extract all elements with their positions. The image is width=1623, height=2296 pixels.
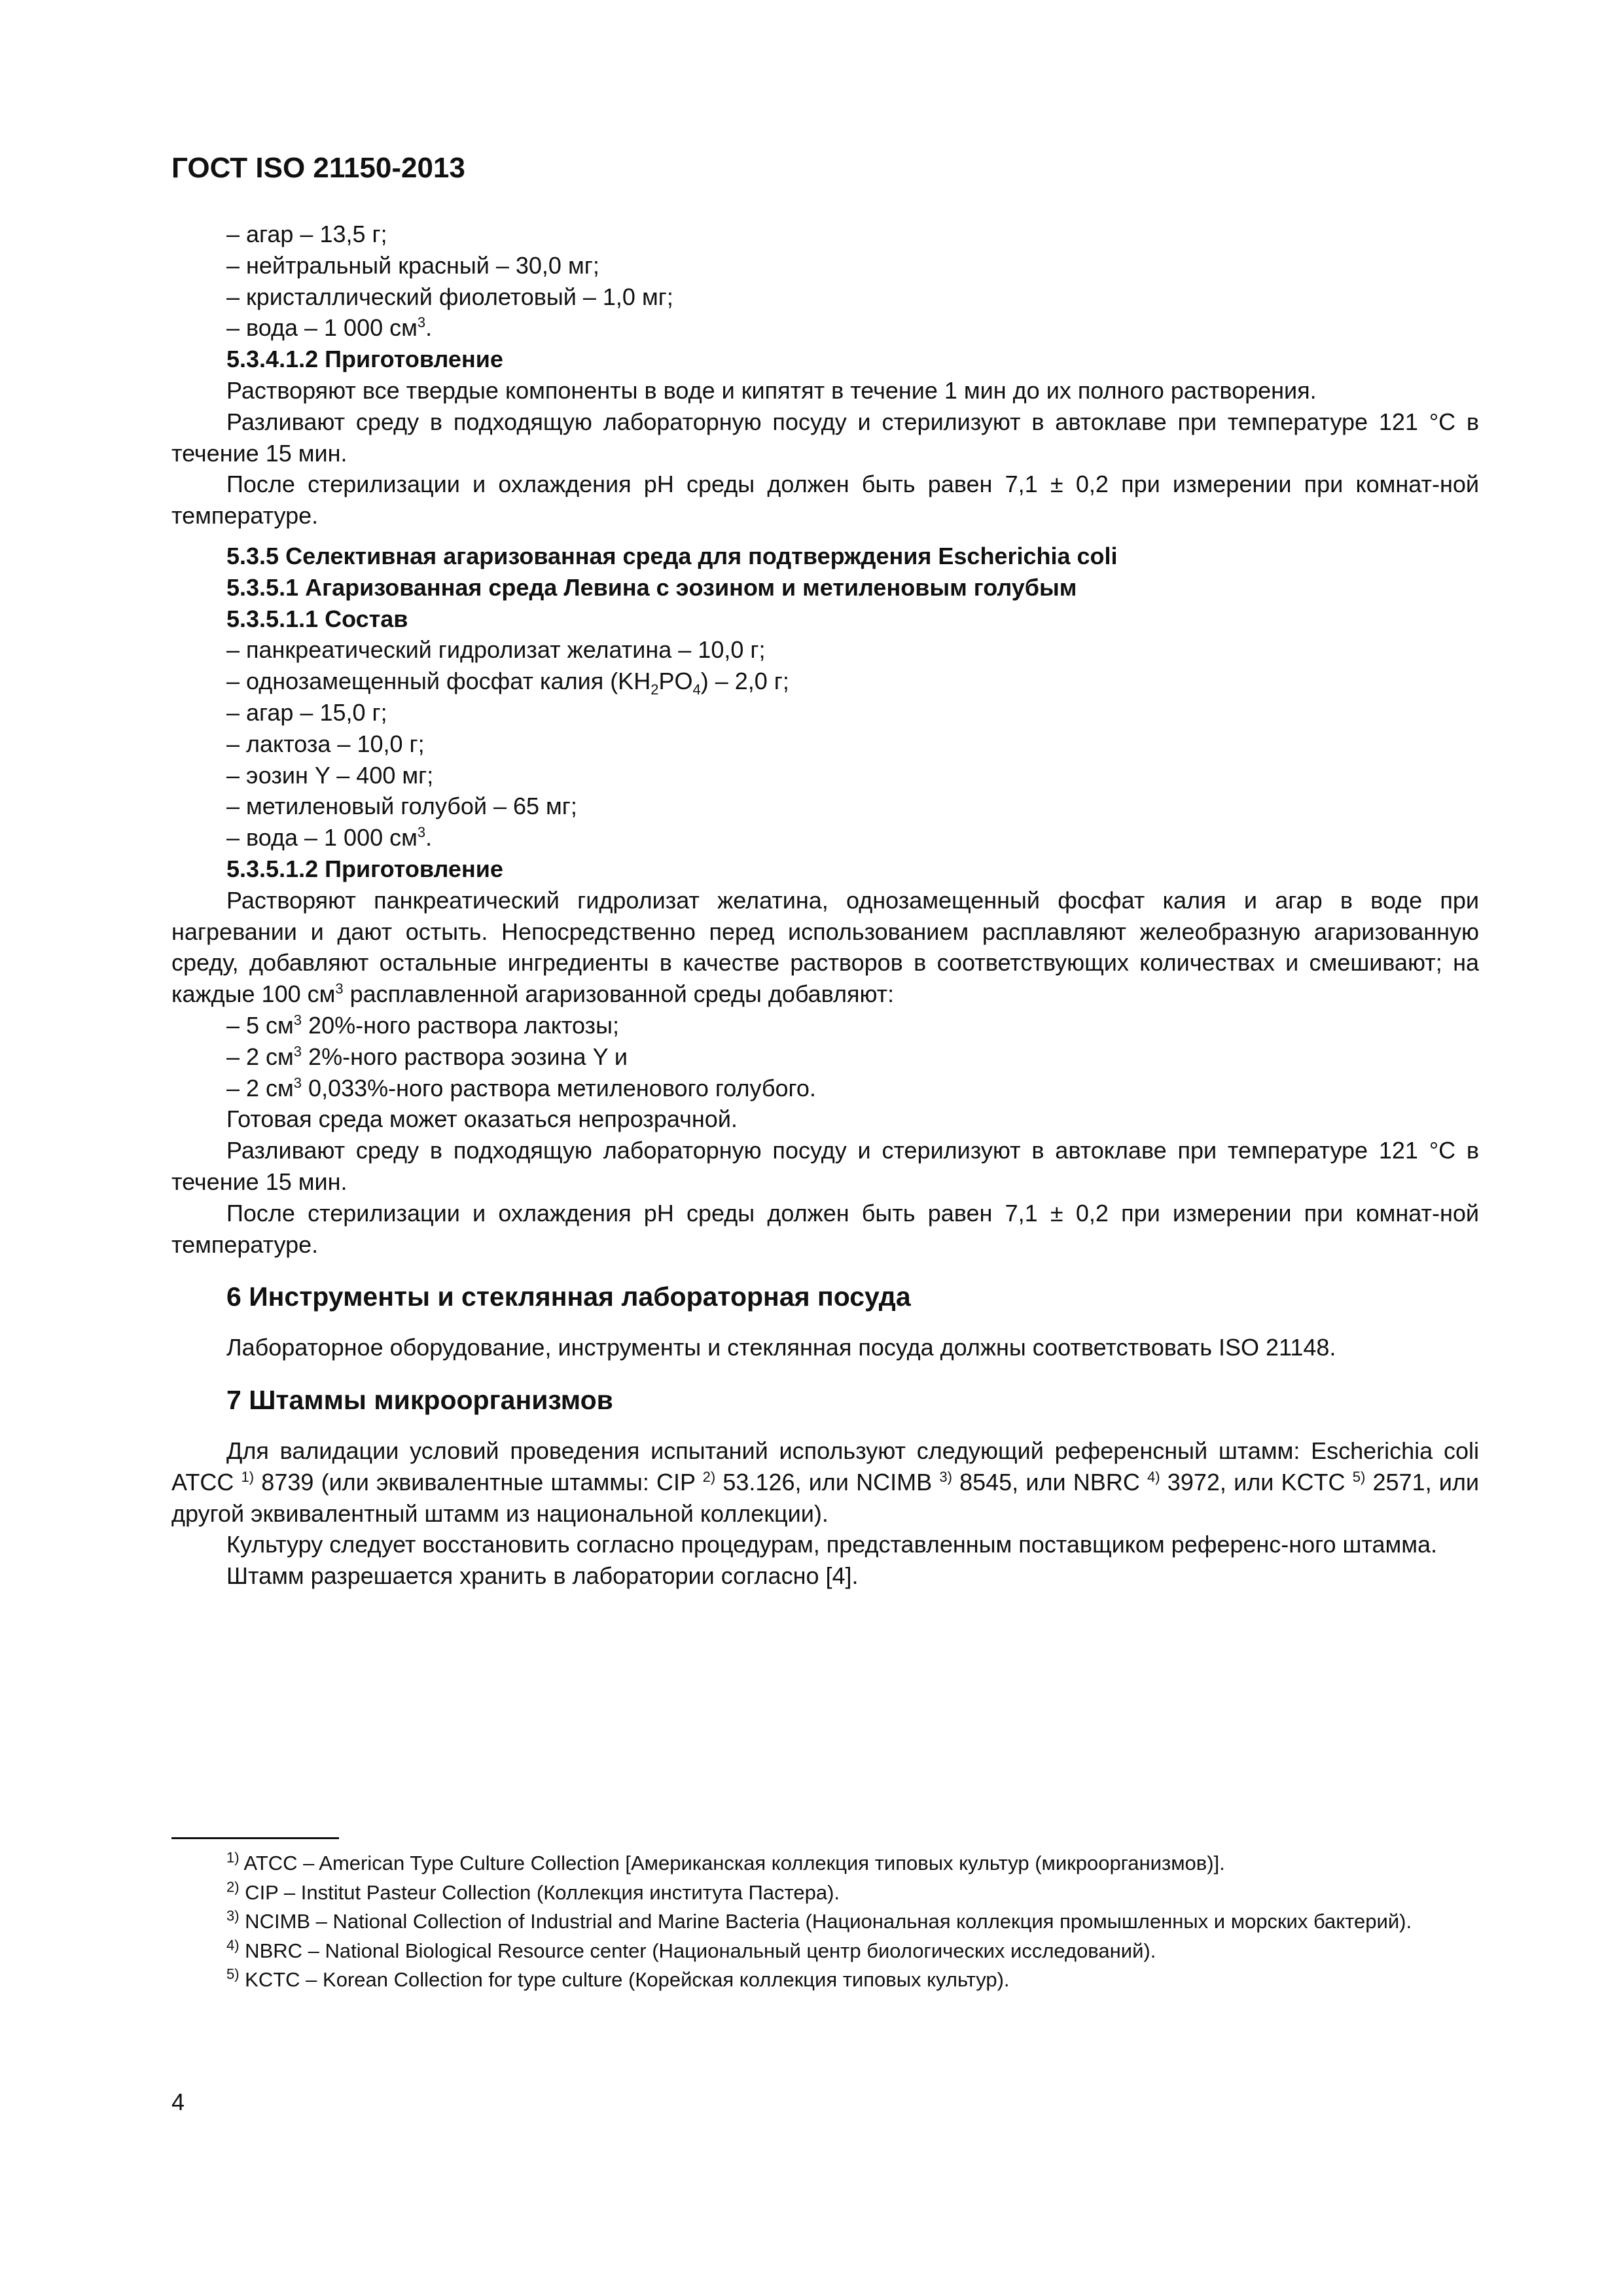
document-page <box>171 151 1479 1592</box>
list-item: – 2 $см^3$ 2%-ного раствора эозина Y и <box>226 1043 628 1070</box>
subsection-heading: 5.3.5.1.2 Приготовление <box>226 855 503 882</box>
paragraph: Штамм разрешается хранить в лаборатории согласно [4]. <box>226 1562 859 1590</box>
list-item: – агар – 15,0 г; <box>226 698 387 726</box>
paragraph: Разливают среду в подходящую лабораторную посуду и стерилизуют в автоклаве при температуре 121 °С в течение 15 мин. <box>171 1137 1479 1195</box>
footnote-ref: 1) <box>241 1468 255 1485</box>
paragraph: Лабораторное оборудование, инструменты и стеклянная посуда должны соответствовать ISO 21148. <box>226 1334 1336 1361</box>
footnote: $^{2)}$ CIP – Institut Pasteur Collection (Коллекция института Пастера). <box>226 1878 840 1904</box>
paragraph: Разливают среду в подходящую лабораторную посуду и стерилизуют в автоклаве при температуре 121 °С в течение 15 мин. <box>171 408 1479 467</box>
footnote-ref: 4) <box>1147 1468 1160 1485</box>
paragraph: Культуру следует восстановить согласно процедурам, представленным поставщиком референс-ного штамма. <box>226 1531 1438 1558</box>
list-item-water: – вода – 1 000 $см^3$. <box>226 314 433 342</box>
footnote: $^{1)}$ ATCC – American Type Culture Collection [Американская коллекция типовых культур (микроорганизмов)]. <box>226 1849 1225 1874</box>
subsection-heading: 5.3.4.1.2 Приготовление <box>226 346 503 373</box>
list-item: – 5 $см^3$ 20%-ного раствора лактозы; <box>226 1011 619 1039</box>
section-heading: 6 Инструменты и стеклянная лабораторная посуда <box>226 1282 911 1312</box>
page-number: 4 <box>171 2089 185 2115</box>
list-item: – кристаллический фиолетовый – 1,0 мг; <box>226 283 673 310</box>
list-item: – 2 $см^3$ 0,033%-ного раствора метиленового голубого. <box>226 1074 816 1102</box>
paragraph: После стерилизации и охлаждения pH среды должен быть равен 7,1 ± 0,2 при измерении при комнат-ной температуре. <box>171 1199 1479 1258</box>
footnotes <box>171 1849 1479 1995</box>
footnote: $^{5)}$ KCTC – Korean Collection for type culture (Корейская коллекция типовых культур). <box>226 1966 1010 1992</box>
list-item: – агар – 13,5 г; <box>226 221 387 247</box>
subsection-heading: 5.3.5 Селективная агаризованная среда для подтверждения Escherichia coli <box>226 542 1118 569</box>
document-header: ГОСТ ISO 21150-2013 <box>171 152 465 184</box>
section-heading: 7 Штаммы микроорганизмов <box>226 1385 613 1416</box>
list-item-water: – вода – 1 000 $см^3$. <box>226 824 433 852</box>
footnote: $^{4)}$ NBRC – National Biological Resource center (Национальный центр биологических исследований). <box>226 1937 1156 1962</box>
footnote: $^{3)}$ NCIMB – National Collection of Industrial and Marine Bacteria (Национальная коллекция промышленных и морских бактерий). <box>226 1907 1412 1933</box>
subsection-heading: 5.3.5.1 Агаризованная среда Левина с эозином и метиленовым голубым <box>226 573 1077 601</box>
paragraph: Растворяют все твердые компоненты в воде и кипятят в течение 1 мин до их полного растворения. <box>226 376 1317 404</box>
footnote-ref: 5) <box>1352 1468 1366 1485</box>
paragraph: Для валидации условий проведения испытаний используют следующий референсный штамм: Escherichia coli ATCC $^{1)}$ 8739 (или эквивалентные штаммы: CIP $^{2)}$ 53.126, или NCIMB $^{3)}$ 8545, или NBRC $^{4)}$ 3972, или KCTC $^{5)}$ 2571, или другой эквивалентный штамм из национальной коллекции). <box>171 1437 1479 1527</box>
subsection-heading: 5.3.5.1.1 Состав <box>226 605 408 632</box>
list-item: – нейтральный красный – 30,0 мг; <box>226 251 599 279</box>
paragraph: После стерилизации и охлаждения pH среды должен быть равен 7,1 ± 0,2 при измерении при комнат-ной температуре. <box>171 471 1479 529</box>
footnote-ref: 2) <box>702 1468 716 1485</box>
list-item-formula: – однозамещенный фосфат калия $(KH_2PO_4) - 2,0$ г; <box>226 668 789 698</box>
list-item: – метиленовый голубой – 65 мг; <box>226 793 577 820</box>
footnote-divider <box>171 1837 339 1839</box>
list-item: – лактоза – 10,0 г; <box>226 730 425 757</box>
footnote-ref: 3) <box>939 1468 952 1485</box>
paragraph: Готовая среда может оказаться непрозрачной. <box>226 1105 738 1133</box>
paragraph: Растворяют панкреатический гидролизат желатина, однозамещенный фосфат калия и агар в воде при нагревании и дают остыть. Непосредственно перед использованием расплавляют желеобразную агаризованную среду, добавляют остальные ингредиенты в качестве растворов в соответствующих количествах и смешивают; на каждые 100 $см^3$ расплавленной агаризованной среды добавляют: <box>171 886 1479 1008</box>
list-item: – эозин Y – 400 мг; <box>226 761 434 789</box>
list-item: – панкреатический гидролизат желатина – 10,0 г; <box>226 636 766 664</box>
